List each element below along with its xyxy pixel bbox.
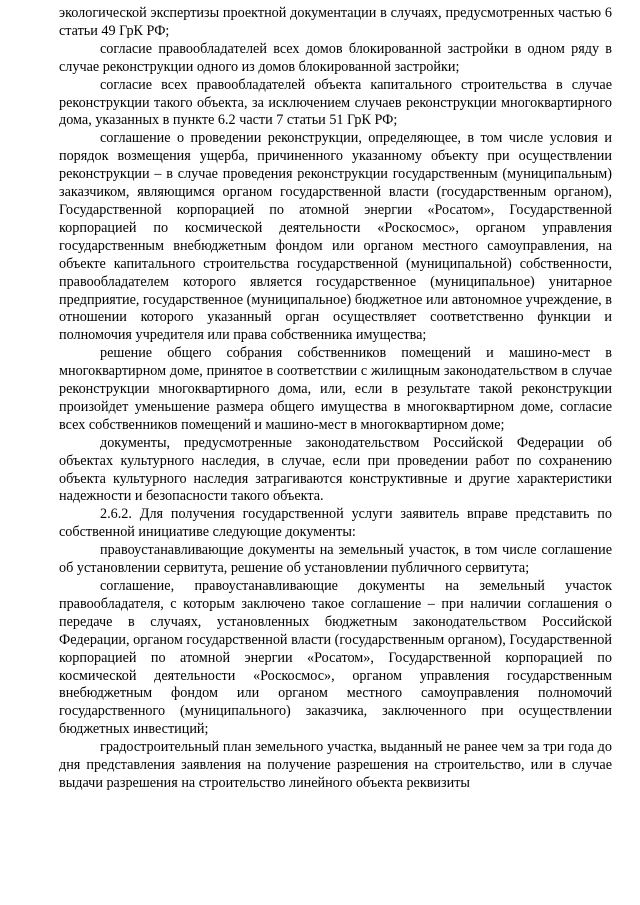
paragraph-agreement-land-docs: соглашение, правоустанавливающие документы на земельный участок правообладателя, с которым заключено такое соглашение – при наличии соглашения о передаче в случаях, установленных бюджетным законодательством Российской Федерации, органом государственной власти (государственным органом), Государственной корпорацией по атомной энергии «Росатом», Государственной корпорацией по космической деятельности «Роскосмос», органом управления государственным внебюджетным фондом или органом местного самоуправления полномочий государственного (муниципального) заказчика, заключенного при осуществлении бюджетных инвестиций; — [59, 578, 612, 738]
paragraph-land-title-docs: правоустанавливающие документы на земельный участок, в том числе соглашение об установлении сервитута, решение об установлении публичного сервитута; — [59, 542, 612, 577]
paragraph-owners-meeting-decision: решение общего собрания собственников помещений и машино-мест в многоквартирном доме, принятое в соответствии с жилищным законодательством в случае реконструкции многоквартирного дома, или, если в результате такой реконструкции произойдет уменьшение размера общего имущества в многоквартирном доме, согласие всех собственников помещений и машино-мест в многоквартирном доме; — [59, 345, 612, 433]
paragraph-owners-consent: согласие всех правообладателей объекта капитального строительства в случае реконструкции такого объекта, за исключением случаев реконструкции многоквартирного дома, указанных в пункте 6.2 части 7 статьи 51 ГрК РФ; — [59, 76, 612, 129]
paragraph-reconstruction-agreement: соглашение о проведении реконструкции, определяющее, в том числе условия и порядок возмещения ущерба, причиненного указанному объекту при осуществлении реконструкции – в случае проведения реконструкции государственным (муниципальным) заказчиком, являющимся органом государственной власти (государственным органом), Государственной корпорацией по атомной энергии «Росатом», Государственной корпорацией по космической деятельности «Роскосмос», органом управления государственным внебюджетным фондом или органом местного самоуправления, на объекте капитального строительства государственной (муниципальной) собственности, правообладателем которого является государственное (муниципальное) унитарное предприятие, государственное (муниципальное) бюджетное или автономное учреждение, в отношении которого указанный орган осуществляет соответственно функции и полномочия учредителя или права собственника имущества; — [59, 130, 612, 344]
paragraph-urban-planning-plan: градостроительный план земельного участка, выданный не ранее чем за три года до дня представления заявления на получение разрешения на строительство, или в случае выдачи разрешения на строительство линейного объекта реквизиты — [59, 739, 612, 791]
paragraph-expertise: экологической экспертизы проектной документации в случаях, предусмотренных частью 6 статьи 49 ГрК РФ; — [59, 5, 612, 39]
paragraph-blocked-houses-consent: согласие правообладателей всех домов блокированной застройки в одном ряду в случае реконструкции одного из домов блокированной застройки; — [59, 40, 612, 75]
paragraph-section-2-6-2: 2.6.2. Для получения государственной услуги заявитель вправе представить по собственной инициативе следующие документы: — [59, 506, 612, 541]
paragraph-cultural-heritage-docs: документы, предусмотренные законодательством Российской Федерации об объектах культурного наследия, в случае, если при проведении работ по сохранению объекта культурного наследия затрагиваются конструктивные и другие характеристики надежности и безопасности такого объекта. — [59, 434, 612, 505]
